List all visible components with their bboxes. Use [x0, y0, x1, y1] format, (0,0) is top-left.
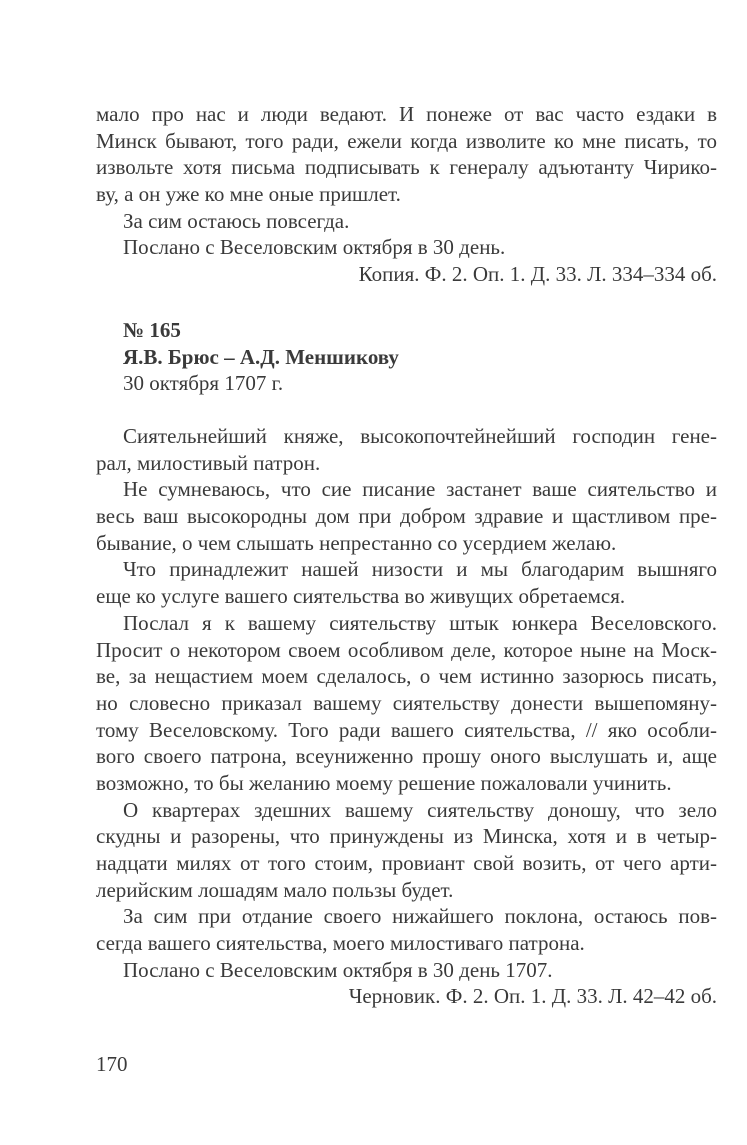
heading-line: 30 октября 1707 г.	[123, 371, 284, 396]
text-line: рал, милостивый патрон.	[96, 450, 321, 475]
text-line: Не сумневаюсь, что сие писание застанет ваше сиятельство и	[123, 477, 717, 502]
text-line: Послал я к вашему сиятельству штык юнкера Веселовского.	[123, 610, 717, 635]
text-line: тому Веселовскому. Того ради вашего сиятельства, // яко особли-	[96, 717, 717, 742]
text-line: ве, за нещастием моем сделалось, о чем истинно зазорюсь писать,	[96, 664, 717, 689]
text-line: вого своего патрона, всеуниженно прошу оного выслушать и, аще	[96, 744, 717, 769]
text-line: Сиятельнейший княже, высокопочтейнейший господин гене-	[123, 424, 717, 448]
text-line: но словесно приказал вашему сиятельству донести вышепомяну-	[96, 690, 717, 715]
text-line: мало про нас и люди ведают. И понеже от вас часто ездаки в	[96, 102, 717, 126]
text-line: Послано с Веселовским октября в 30 день 1707.	[123, 957, 553, 982]
text-line: ву, а он уже ко мне оные пришлет.	[96, 182, 401, 207]
text-line: Черновик. Ф. 2. Оп. 1. Д. 33. Л. 42–42 об.	[348, 984, 717, 1009]
text-line: надцати милях от того стоим, провиант свой возить, от чего арти-	[96, 851, 717, 875]
text-line: За сим при отдание своего нижайшего поклона, остаюсь пов-	[123, 904, 717, 929]
text-line: скудны и разорены, что принуждены из Минска, хотя и в четыр-	[96, 824, 717, 849]
text-line: Просит о некотором своем особливом деле, которое ныне на Моск-	[96, 637, 717, 662]
page-number: 170	[96, 1052, 128, 1076]
text-line: За сим остаюсь повсегда.	[123, 208, 350, 233]
text-line: Минск бывают, того ради, ежели когда изволите ко мне писать, то	[96, 128, 717, 153]
text-line: еще ко услуге вашего сиятельства во живущих обретаемся.	[96, 584, 626, 609]
previous-letter-ending	[96, 101, 717, 288]
text-line: О квартерах здешних вашему сиятельству доношу, что зело	[123, 797, 717, 822]
text-line: лерийским лошадям мало пользы будет.	[96, 877, 454, 902]
text-line: извольте хотя письма подписывать к генералу адъютанту Чирико-	[96, 155, 717, 180]
text-line: весь ваш высокородны дом при добром здравие и щастливом пре-	[96, 504, 717, 529]
text-line: Что принадлежит нашей низости и мы благодарим вышняго	[123, 557, 717, 582]
heading-line: Я.В. Брюс – А.Д. Меншикову	[123, 344, 399, 369]
text-line: сегда вашего сиятельства, моего милостиваго патрона.	[96, 931, 585, 956]
text-line: возможно, то бы желанию моему решение пожаловали учинить.	[96, 770, 672, 795]
text-line: бывание, о чем слышать непрестанно со усердием желаю.	[96, 530, 617, 555]
text-line: Послано с Веселовским октября в 30 день.	[123, 235, 506, 260]
text-line: Копия. Ф. 2. Оп. 1. Д. 33. Л. 334–334 об.	[358, 262, 717, 287]
letter-body	[96, 423, 717, 1010]
heading-line: № 165	[123, 318, 181, 342]
letter-heading	[96, 317, 717, 397]
